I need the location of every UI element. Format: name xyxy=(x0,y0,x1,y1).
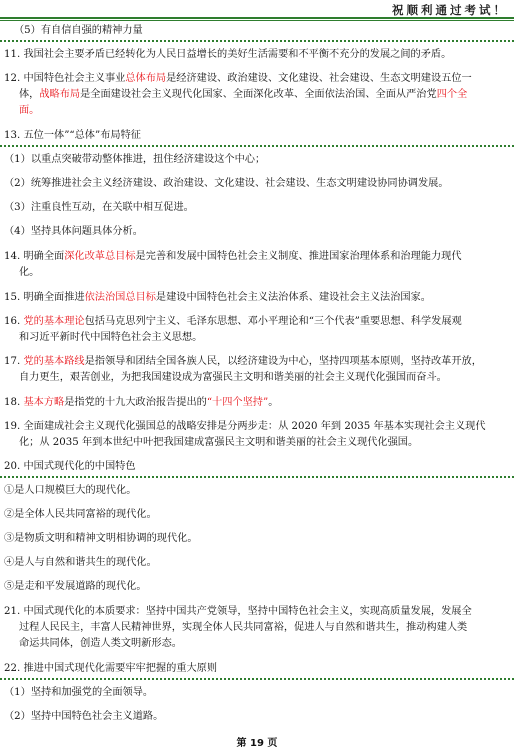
text-line: 命运共同体，创造人类文明新形态。 xyxy=(19,638,182,649)
text-span: 是全面建设社会主义现代化国家、全面深化改革、全面依法治国、全面从严治党 xyxy=(80,89,437,100)
text-line: ②是全体人民共同富裕的现代化。 xyxy=(4,509,157,520)
text-line: （1）以重点突破带动整体推进，扭住经济建设这个中心； xyxy=(4,154,266,165)
text-line: ④是人与自然和谐共生的现代化。 xyxy=(4,557,157,568)
highlight-term: 党的基本路线 xyxy=(23,356,85,367)
header-slogan: 祝顺利通过考试！ xyxy=(392,3,508,17)
text-line xyxy=(4,355,482,369)
text-line: （3）注重良性互动，在关联中相互促进。 xyxy=(4,202,194,213)
text-line xyxy=(19,88,467,102)
text-line: ③是物质文明和精神文明相协调的现代化。 xyxy=(4,533,198,544)
text-span: 16. xyxy=(4,316,24,327)
text-line: 化；从 2035 年到本世纪中叶把我国建成富强民主文明和谐美丽的社会主义现代化强国。 xyxy=(19,437,419,448)
text-line xyxy=(4,250,462,264)
text-span: 18. xyxy=(4,397,24,408)
text-line: 20. 中国式现代化的中国特色 xyxy=(4,461,136,472)
text-span: 包括马克思列宁主义、毛泽东思想、邓小平理论和“三个代表”重要思想、科学发展观 xyxy=(84,316,462,327)
dotted-divider xyxy=(0,145,514,147)
highlight-term: 依法治国总目标 xyxy=(84,292,156,303)
dotted-divider xyxy=(0,40,514,42)
text-line: （5）有自信自强的精神力量 xyxy=(14,25,143,36)
text-line: 自力更生，艰苦创业，为把我国建设成为富强民主文明和谐美丽的社会主义现代化强国而奋斗。 xyxy=(19,372,447,383)
text-line: 11. 我国社会主要矛盾已经转化为人民日益增长的美好生活需要和不平衡不充分的发展之间的矛盾。 xyxy=(4,49,452,60)
text-line xyxy=(4,291,431,305)
text-span: 17. xyxy=(4,356,24,367)
highlight-term: 深化改革总目标 xyxy=(64,251,136,262)
header-rule-thin xyxy=(0,20,514,21)
text-line: 19. 全面建成社会主义现代化强国总的战略安排是分两步走：从 2020 年到 2035 年基本实现社会主义现代 xyxy=(4,421,486,432)
highlight-term: 基本方略 xyxy=(23,397,65,408)
text-line xyxy=(4,396,278,410)
text-line xyxy=(4,315,462,329)
highlight-term: 总体布局 xyxy=(125,73,167,84)
text-line: 和习近平新时代中国特色社会主义思想。 xyxy=(19,332,203,343)
text-line: 21. 中国式现代化的本质要求：坚持中国共产党领导，坚持中国特色社会主义，实现高质量发展，发展全 xyxy=(4,606,472,617)
text-line: 化。 xyxy=(19,267,40,278)
text-span: 是指领导和团结全国各族人民，以经济建设为中心，坚持四项基本原则，坚持改革开放， xyxy=(84,356,482,367)
text-line xyxy=(4,72,472,86)
header-rule-thick xyxy=(0,17,514,19)
text-span: 14. 明确全面 xyxy=(4,251,65,262)
text-line: （2）坚持中国特色社会主义道路。 xyxy=(4,711,164,722)
text-span: 体， xyxy=(19,89,40,100)
text-span: 是指党的十九大政治报告提出的 xyxy=(64,397,207,408)
text-line: （4）坚持具体问题具体分析。 xyxy=(4,226,143,237)
text-span: 是建设中国特色社会主义法治体系、建设社会主义法治国家。 xyxy=(155,292,431,303)
text-line: 22. 推进中国式现代化需要牢牢把握的重大原则 xyxy=(4,663,218,674)
dotted-divider xyxy=(0,678,514,680)
text-line: ⑤是走和平发展道路的现代化。 xyxy=(4,581,147,592)
highlight-term: 党的基本理论 xyxy=(23,316,85,327)
text-span: 12. 中国特色社会主义事业 xyxy=(4,73,126,84)
page-number: 第 19 页 xyxy=(236,738,278,749)
text-line: （2）统筹推进社会主义经济建设、政治建设、文化建设、社会建设、生态文明建设协同协调发展。 xyxy=(4,178,449,189)
highlight-term: 面。 xyxy=(19,105,40,116)
text-span: 是完善和发展中国特色社会主义制度、推进国家治理体系和治理能力现代 xyxy=(135,251,462,262)
text-line: 13. 五位一体”“总体”布局特征 xyxy=(4,130,141,141)
text-line: 过程人民民主，丰富人民精神世界，实现全体人民共同富裕，促进人与自然和谐共生，推动构建人类 xyxy=(19,622,468,633)
text-line: ①是人口规模巨大的现代化。 xyxy=(4,485,137,496)
highlight-term: “十四个坚持” xyxy=(206,397,269,408)
dotted-divider xyxy=(0,476,514,478)
highlight-term: 四个全 xyxy=(436,89,468,100)
text-span: 15. 明确全面推进 xyxy=(4,292,85,303)
text-span: 。 xyxy=(268,397,279,408)
highlight-term: 战略布局 xyxy=(39,89,81,100)
text-span: 是经济建设、政治建设、文化建设、社会建设、生态文明建设五位一 xyxy=(166,73,472,84)
text-line: （1）坚持和加强党的全面领导。 xyxy=(4,687,154,698)
